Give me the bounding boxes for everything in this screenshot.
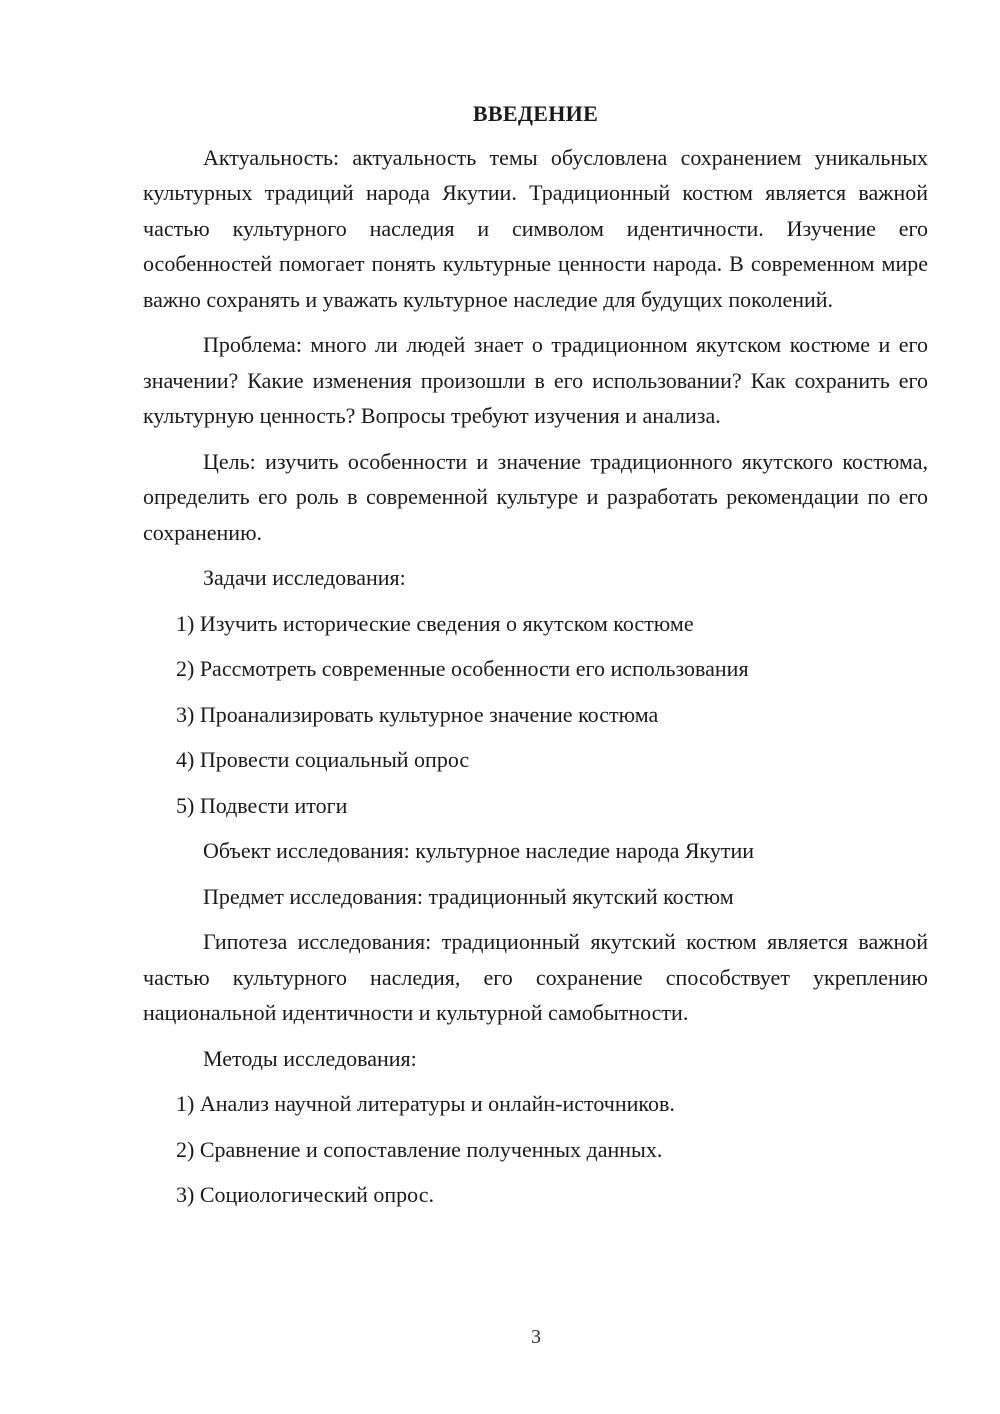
list-item: 5) Подвести итоги xyxy=(176,792,348,818)
page-number: 3 xyxy=(531,1326,541,1348)
methods-list xyxy=(143,1086,928,1213)
relevance-paragraph: Актуальность: актуальность темы обусловлена сохранением уникальных культурных традиций народа Якутии. Традиционный костюм является важной частью культурного наследия и символом идентичности. Изучение его особенностей помогает понять культурные ценности народа. В современном мире важно сохранять и уважать культурное наследие для будущих поколений. xyxy=(143,144,928,312)
object-line: Объект исследования: культурное наследие народа Якутии xyxy=(203,838,755,863)
list-item: 1) Анализ научной литературы и онлайн-источников. xyxy=(176,1091,675,1116)
hypothesis-paragraph: Гипотеза исследования: традиционный якутский костюм является важной частью культурного наследия, его сохранение способствует укреплению национальной идентичности и культурной самобытности. xyxy=(143,929,928,1025)
methods-heading: Методы исследования: xyxy=(203,1045,417,1071)
list-item: 4) Провести социальный опрос xyxy=(176,747,470,772)
goal-paragraph: Цель: изучить особенности и значение традиционного якутского костюма, определить его роль в современной культуре и разработать рекомендации по его сохранению. xyxy=(143,448,928,545)
problem-paragraph: Проблема: много ли людей знает о традиционном якутском костюме и его значении? Какие изменения произошли в его использовании? Как сохранить его культурную ценность? Вопросы требуют изучения и анализа. xyxy=(143,332,928,428)
list-item: 3) Социологический опрос. xyxy=(176,1182,434,1207)
tasks-list xyxy=(143,606,928,824)
tasks-heading: Задачи исследования: xyxy=(203,565,406,590)
page-title: ВВЕДЕНИЕ xyxy=(472,101,599,126)
subject-line: Предмет исследования: традиционный якутский костюм xyxy=(203,883,734,909)
page-content xyxy=(143,96,928,1223)
list-item: 2) Рассмотреть современные особенности его использования xyxy=(176,656,749,681)
list-item: 2) Сравнение и сопоставление полученных данных. xyxy=(176,1136,663,1162)
list-item: 3) Проанализировать культурное значение костюма xyxy=(176,701,659,727)
list-item: 1) Изучить исторические сведения о якутском костюме xyxy=(176,610,694,636)
